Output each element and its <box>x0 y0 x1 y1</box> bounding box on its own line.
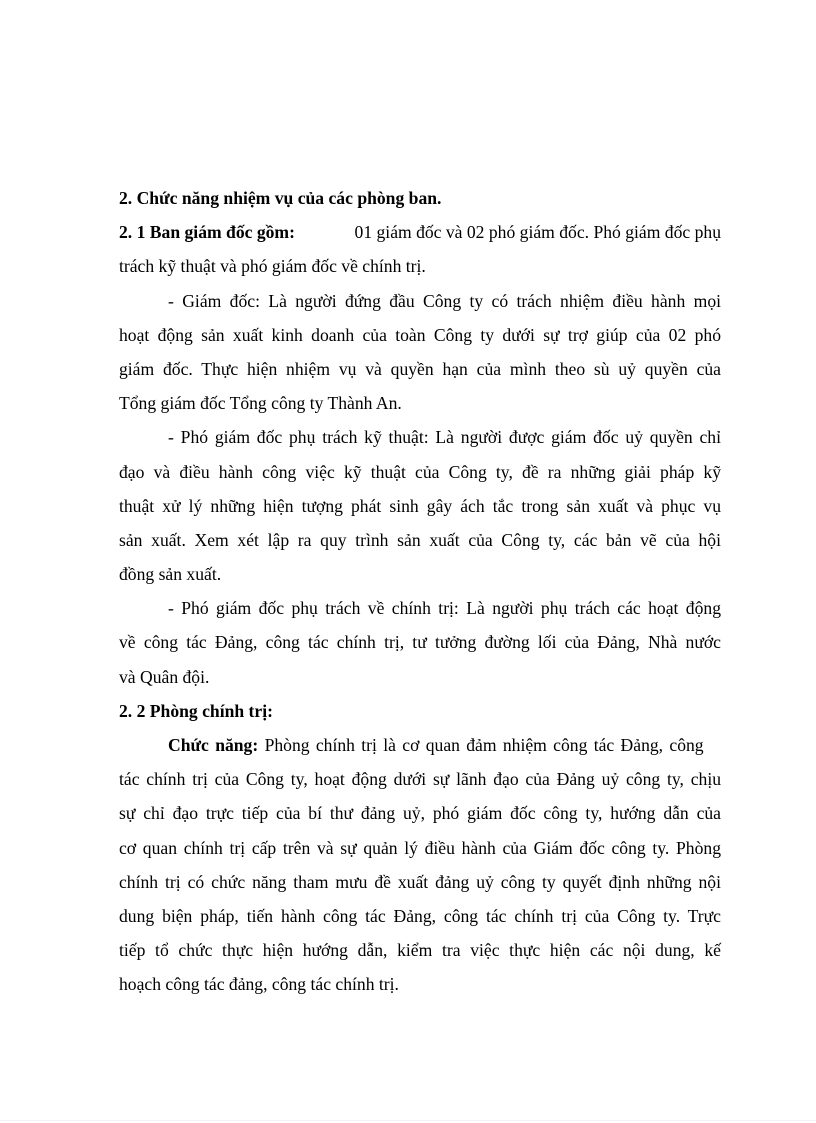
giam-doc-line-4: Tổng giám đốc Tổng công ty Thành An. <box>119 393 402 414</box>
section-2-1-intro-line-2: trách kỹ thuật và phó giám đốc về chính trị. <box>119 256 426 277</box>
section-2-2-heading: 2. 2 Phòng chính trị: <box>119 700 273 721</box>
pgd-ky-thuat-line-3: thuật xử lý những hiện tượng phát sinh gây ách tắc trong sản xuất và phục vụ <box>119 495 721 516</box>
chuc-nang-line-7: tiếp tổ chức thực hiện hướng dẫn, kiểm tra việc thực hiện các nội dung, kế <box>119 940 721 961</box>
pgd-chinh-tri-line-3: và Quân đội. <box>119 666 210 687</box>
function-label: Chức năng: <box>168 735 259 755</box>
pgd-ky-thuat-line-1: - Phó giám đốc phụ trách kỹ thuật: Là người được giám đốc uỷ quyền chỉ <box>168 427 721 448</box>
giam-doc-line-1: - Giám đốc: Là người đứng đầu Công ty có trách nhiệm điều hành mọi <box>168 290 721 311</box>
page-bottom-divider <box>0 1120 816 1121</box>
section-2-1-intro-text: 01 giám đốc và 02 phó giám đốc. Phó giám đốc phụ <box>354 222 721 243</box>
function-line-1-text: Phòng chính trị là cơ quan đảm nhiệm công tác Đảng, công <box>264 735 704 755</box>
document-page <box>119 181 721 1002</box>
giam-doc-line-2: hoạt động sản xuất kinh doanh của toàn Công ty dưới sự trợ giúp của 02 phó <box>119 324 721 345</box>
chuc-nang-line-3: sự chỉ đạo trực tiếp của bí thư đảng uỷ, phó giám đốc công ty, hướng dẫn của <box>119 803 721 824</box>
pgd-ky-thuat-line-4: sản xuất. Xem xét lập ra quy trình sản xuất của Công ty, các bản vẽ của hội <box>119 529 721 550</box>
chuc-nang-line-8: hoạch công tác đảng, công tác chính trị. <box>119 974 399 995</box>
chuc-nang-line-5: chính trị có chức năng tham mưu đề xuất đảng uỷ công ty quyết định những nội <box>119 871 721 892</box>
pgd-ky-thuat-line-5: đồng sản xuất. <box>119 564 222 585</box>
chuc-nang-line-6: dung biện pháp, tiến hành công tác Đảng, công tác chính trị của Công ty. Trực <box>119 905 721 926</box>
section-2-1-intro-line-1 <box>119 215 721 249</box>
pgd-chinh-tri-line-1: - Phó giám đốc phụ trách về chính trị: Là người phụ trách các hoạt động <box>168 598 721 619</box>
pgd-chinh-tri-line-2: về công tác Đảng, công tác chính trị, tư tưởng đường lối của Đảng, Nhà nước <box>119 632 721 653</box>
chuc-nang-line-2: tác chính trị của Công ty, hoạt động dưới sự lãnh đạo của Đảng uỷ công ty, chịu <box>119 769 721 790</box>
pgd-ky-thuat-line-2: đạo và điều hành công việc kỹ thuật của Công ty, đề ra những giải pháp kỹ <box>119 461 721 482</box>
chuc-nang-line-4: cơ quan chính trị cấp trên và sự quản lý điều hành của Giám đốc công ty. Phòng <box>119 837 721 858</box>
chuc-nang-line-1 <box>119 728 721 762</box>
section-2-1-heading: 2. 1 Ban giám đốc gồm: <box>119 222 295 243</box>
giam-doc-line-3: giám đốc. Thực hiện nhiệm vụ và quyền hạn của mình theo sù uỷ quyền của <box>119 358 721 379</box>
main-heading: 2. Chức năng nhiệm vụ của các phòng ban. <box>119 188 442 208</box>
